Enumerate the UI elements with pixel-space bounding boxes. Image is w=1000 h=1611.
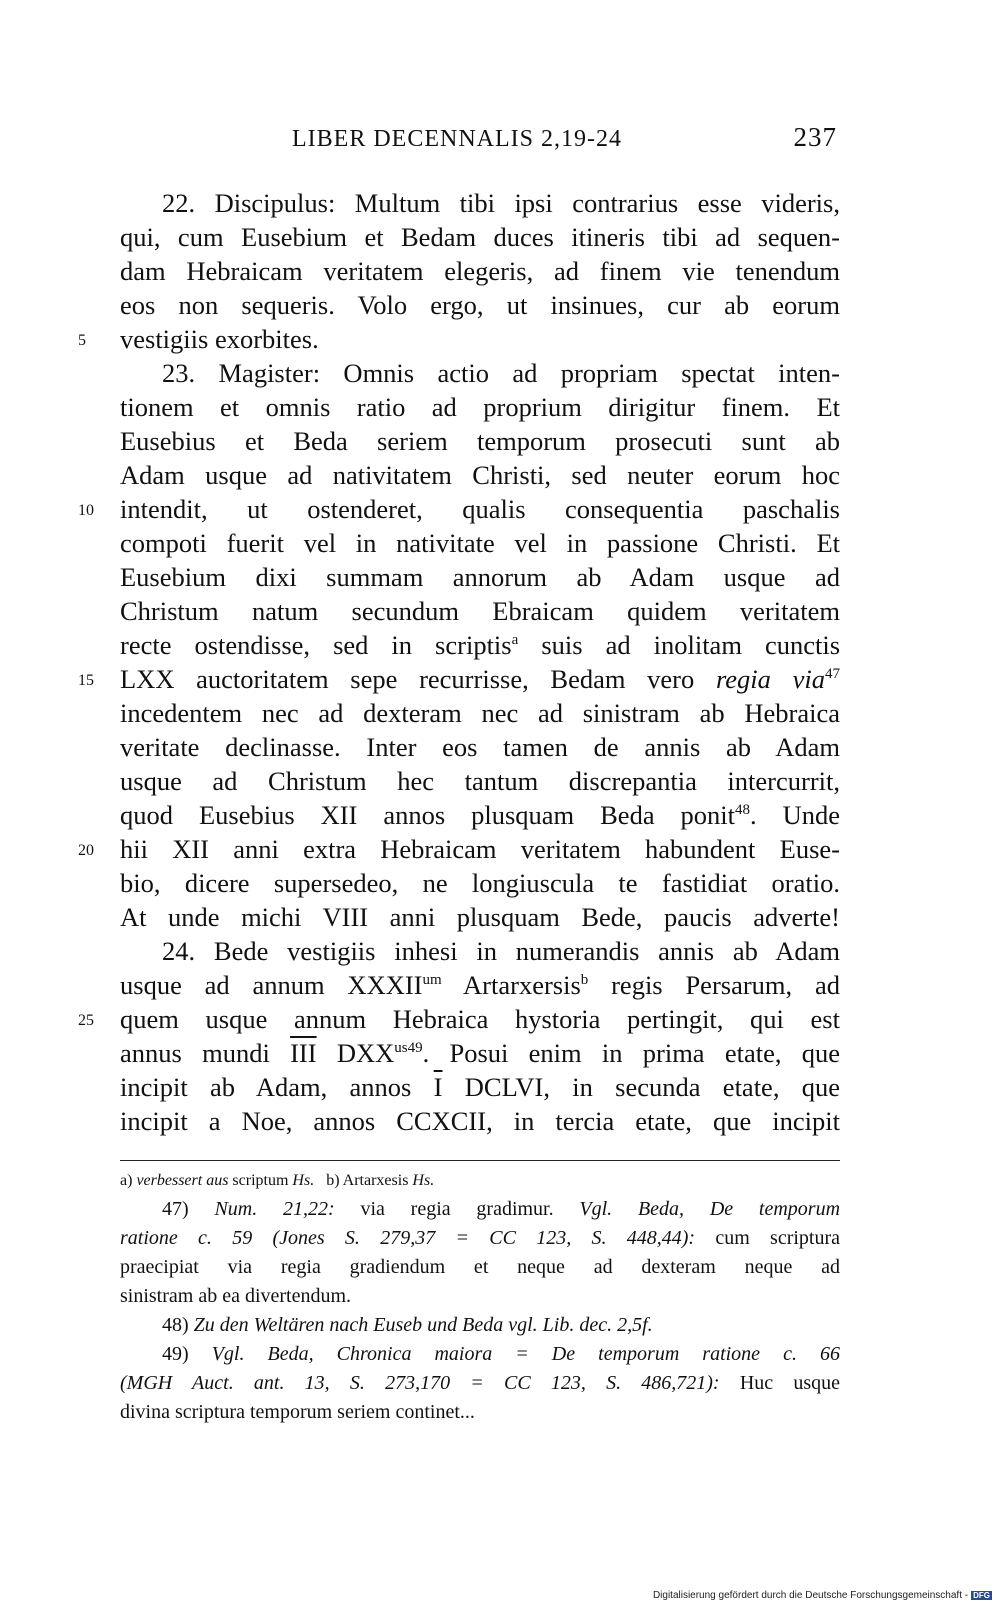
dfg-logo: DFG [973,1590,990,1600]
line-number: 5 [78,332,86,349]
text-line: 15 LXX auctoritatem sepe recurrisse, Bedam vero regia via$^{47}$ [120,662,840,696]
text-line: 22. Discipulus: Multum tibi ipsi contrarius esse videris, [162,188,840,218]
text-line: Eusebius et Beda seriem temporum prosecuti sunt ab [120,426,840,456]
line-number: 25 [78,1012,94,1029]
line-number: 15 [78,672,94,689]
page-number: 237 [793,122,837,152]
text-line: Eusebium dixi summam annorum ab Adam usque ad [120,562,840,592]
text-line: qui, cum Eusebium et Bedam duces itineris tibi ad sequen- [120,222,840,252]
running-title: LIBER DECENNALIS 2,19-24 [292,126,622,152]
page-header [117,122,837,162]
text-line: veritate declinasse. Inter eos tamen de annis ab Adam [120,732,840,762]
footnote-47-cont: praecipiat via regia gradiendum et neque ad dexteram neque ad [120,1256,840,1278]
text-line: 20 hii XII anni extra Hebraicam veritatem habundent Euse- [120,832,840,866]
line-number: 20 [78,842,94,859]
text-line: usque ad annum $XXXII^{um}$ Artarxersis$^b$ regis Persarum, ad [120,970,840,1000]
text-line: At unde michi VIII anni plusquam Bede, paucis adverte! [120,902,840,932]
text-line: incipit ab Adam, annos $\overline{I}$ DCLVI, in secunda etate, que [120,1072,840,1102]
apparatus-marker: b [580,972,589,988]
main-text [78,186,841,1138]
footnote-marker: 47 [824,666,840,682]
text-line: 25 quem usque annum Hebraica hystoria pertingit, qui est [120,1002,840,1036]
text-line: Adam usque ad nativitatem Christi, sed neuter eorum hoc [120,460,840,490]
footnote-49-cont: divina scriptura temporum seriem continet... [120,1401,475,1423]
text-line: annus mundi $\overline{III}$ $DXX^{us49}$. Posui enim in prima etate, que [120,1038,840,1068]
footnote-47-cont: ratione c. 59 (Jones S. 279,37 = CC 123, S. 448,44): cum scriptura [120,1227,841,1249]
text-line: 5 vestigiis exorbites. [120,322,840,356]
footnote-marker: 49 [407,1040,423,1056]
text-line: quod Eusebius XII annos plusquam Beda ponit$^{48}$. Unde [120,800,840,830]
text-line: Christum natum secundum Ebraicam quidem veritatem [120,596,840,626]
text-line: 10 intendit, ut ostenderet, qualis consequentia paschalis [120,492,840,526]
line-number: 10 [78,502,94,519]
apparatus-marker: a [511,632,519,648]
footnote-49-cont: (MGH Auct. ant. 13, S. 273,170 = CC 123, S. 486,721): Huc usque [120,1372,840,1394]
footnote-rule [120,1160,840,1161]
footnotes [120,1166,840,1427]
text-line: incipit a Noe, annos CCXCII, in tercia etate, que incipit [120,1106,840,1136]
footnote-47-cont: sinistram ab ea divertendum. [120,1285,352,1307]
dfg-credit: Digitalisierung gefördert durch die Deutsche Forschungsgemeinschaft - DFG [652,1590,990,1601]
text-line: dam Hebraicam veritatem elegeris, ad finem vie tenendum [120,256,840,286]
footnote-marker: 48 [735,802,751,818]
text-line: tionem et omnis ratio ad proprium dirigitur finem. Et [120,392,840,422]
apparatus-line: a) verbessert aus scriptum Hs. b) Artarxesis Hs. [120,1172,435,1189]
footnote-49: 49) Vgl. Beda, Chronica maiora = De temporum ratione c. 66 [162,1343,840,1365]
footnote-48: 48) Zu den Weltären nach Euseb und Beda vgl. Lib. dec. 2,5f. [162,1314,653,1336]
text-line: compoti fuerit vel in nativitate vel in passione Christi. Et [120,528,840,558]
text-line: 23. Magister: Omnis actio ad propriam spectat inten- [162,358,840,388]
text-line: bio, dicere supersedeo, ne longiuscula te fastidiat oratio. [120,868,840,898]
text-line: eos non sequeris. Volo ergo, ut insinues, cur ab eorum [120,290,840,320]
text-line: 24. Bede vestigiis inhesi in numerandis annis ab Adam [162,936,840,966]
text-line: incedentem nec ad dexteram nec ad sinistram ab Hebraica [120,698,840,728]
text-line: recte ostendisse, sed in scriptis$^a$ suis ad inolitam cunctis [120,630,841,660]
text-line: usque ad Christum hec tantum discrepantia intercurrit, [120,766,840,796]
footnote-47: 47) Num. 21,22: via regia gradimur. Vgl. Beda, De temporum [162,1198,841,1220]
